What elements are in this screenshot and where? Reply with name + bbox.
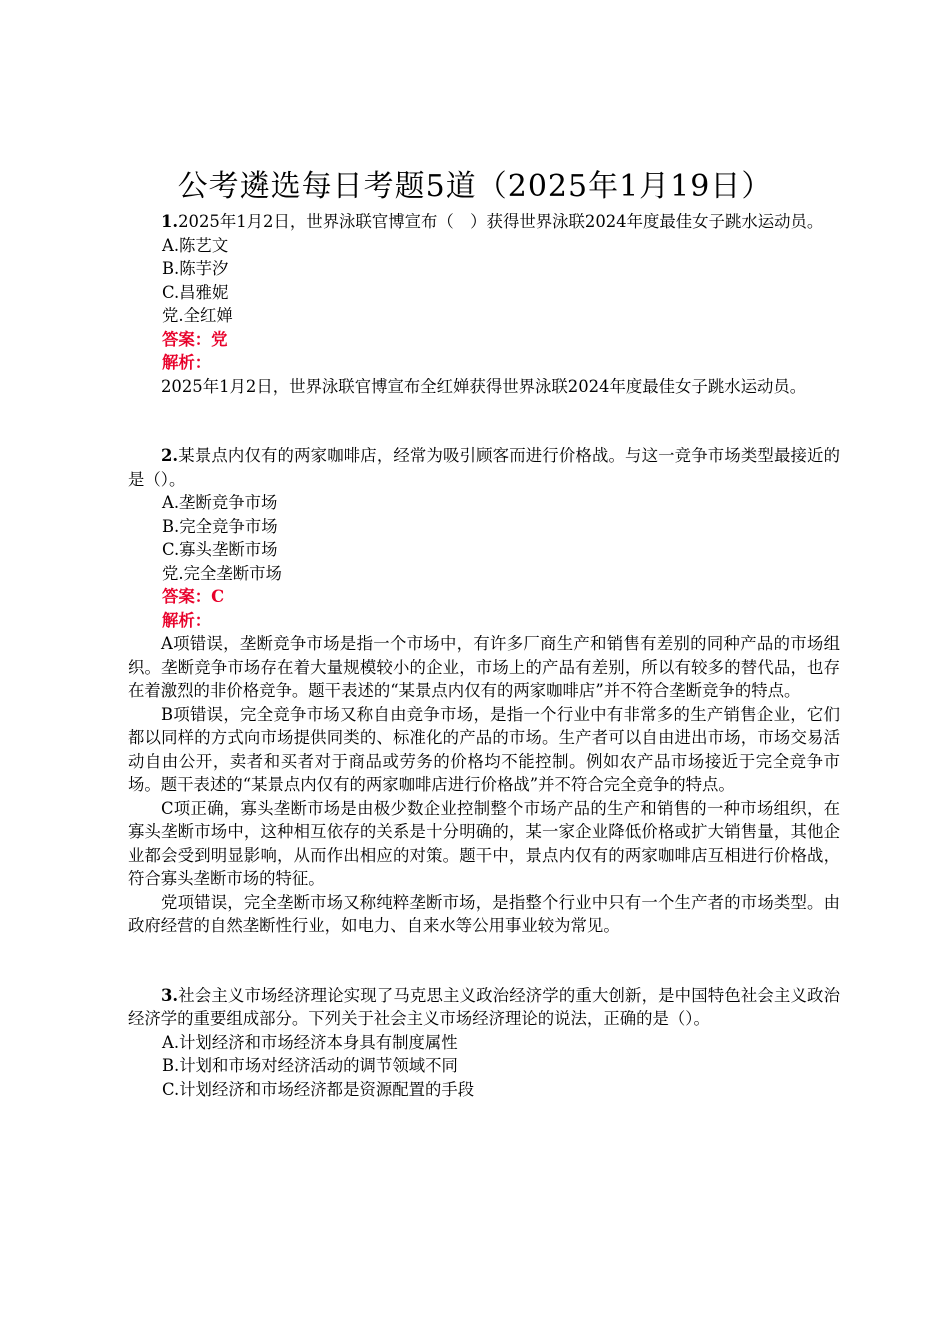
option: B.计划和市场对经济活动的调节领域不同 (162, 1056, 458, 1075)
option: C.计划经济和市场经济都是资源配置的手段 (162, 1079, 475, 1099)
question-text: 2025年1月2日，世界泳联官博宣布（ ）获得世界泳联2024年度最佳女子跳水运动员。 (178, 212, 824, 231)
spacer (128, 421, 840, 444)
analysis-paragraph: B项错误，完全竞争市场又称自由竞争市场，是指一个行业中有非常多的生产销售企业，它们都以同样的方式向市场提供同类的、标准化的产品的市场。生产者可以自由进出市场，市场交易活动自由公开，卖者和买者对于商品或劳务的价格均不能控制。例如农产品市场接近于完全竞争市场。题干表述的“某景点内仅有的两家咖啡店进行价格战”并不符合完全竞争的特点。 (128, 704, 840, 794)
option: A.计划经济和市场经济本身具有制度属性 (162, 1032, 458, 1052)
analysis-paragraph: A项错误，垄断竞争市场是指一个市场中，有许多厂商生产和销售有差别的同种产品的市场组织。垄断竞争市场存在着大量规模较小的企业，市场上的产品有差别，所以有较多的替代品，也存在着激烈的非价格竞争。题干表述的“某景点内仅有的两家咖啡店”并不符合垄断竞争的特点。 (128, 634, 840, 700)
analysis-paragraph: C项正确，寡头垄断市场是由极少数企业控制整个市场产品的生产和销售的一种市场组织，在寡头垄断市场中，这种相互依存的关系是十分明确的，某一家企业降低价格或扩大销售量，其他企业都会受到明显影响，从而作出相应的对策。题干中，景点内仅有的两家咖啡店互相进行价格战，符合寡头垄断市场的特征。 (128, 798, 840, 888)
question-2 (128, 444, 840, 938)
answer-label: 答案：党 (162, 329, 228, 349)
analysis-paragraph: 党项错误，完全垄断市场又称纯粹垄断市场，是指整个行业中只有一个生产者的市场类型。由政府经营的自然垄断性行业，如电力、自来水等公用事业较为常见。 (128, 892, 840, 935)
question-stem (128, 444, 840, 491)
question-1 (128, 210, 840, 398)
option: A.垄断竞争市场 (162, 493, 278, 512)
analysis-label: 解析： (162, 353, 212, 372)
option: B.陈芋汐 (162, 259, 229, 278)
document-body (128, 210, 840, 1101)
option: B.完全竞争市场 (162, 516, 278, 536)
option: 党.全红婵 (162, 306, 233, 325)
question-3 (128, 984, 840, 1102)
option: A.陈艺文 (162, 235, 229, 255)
analysis-paragraph: 2025年1月2日，世界泳联官博宣布全红婵获得世界泳联2024年度最佳女子跳水运动员。 (161, 376, 807, 396)
question-number: 3. (161, 985, 179, 1005)
option: C.昌雅妮 (162, 282, 229, 302)
question-text: 社会主义市场经济理论实现了马克思主义政治经济学的重大创新，是中国特色社会主义政治经济学的重要组成部分。下列关于社会主义市场经济理论的说法，正确的是（）。 (128, 985, 840, 1028)
spacer (128, 961, 840, 984)
question-stem (128, 984, 840, 1031)
analysis-label: 解析： (162, 610, 212, 630)
question-text: 某景点内仅有的两家咖啡店，经常为吸引顾客而进行价格战。与这一竞争市场类型最接近的是（）。 (128, 446, 840, 489)
spacer (128, 938, 840, 961)
option: C.寡头垄断市场 (162, 540, 278, 559)
question-number: 2. (161, 446, 179, 465)
option: 党.完全垄断市场 (162, 563, 282, 583)
answer-label: 答案：C (162, 587, 225, 606)
question-number: 1. (161, 212, 179, 231)
page-title: 公考遴选每日考题5道（2025年1月19日） (177, 169, 773, 204)
spacer (128, 398, 840, 421)
question-stem (128, 210, 840, 234)
